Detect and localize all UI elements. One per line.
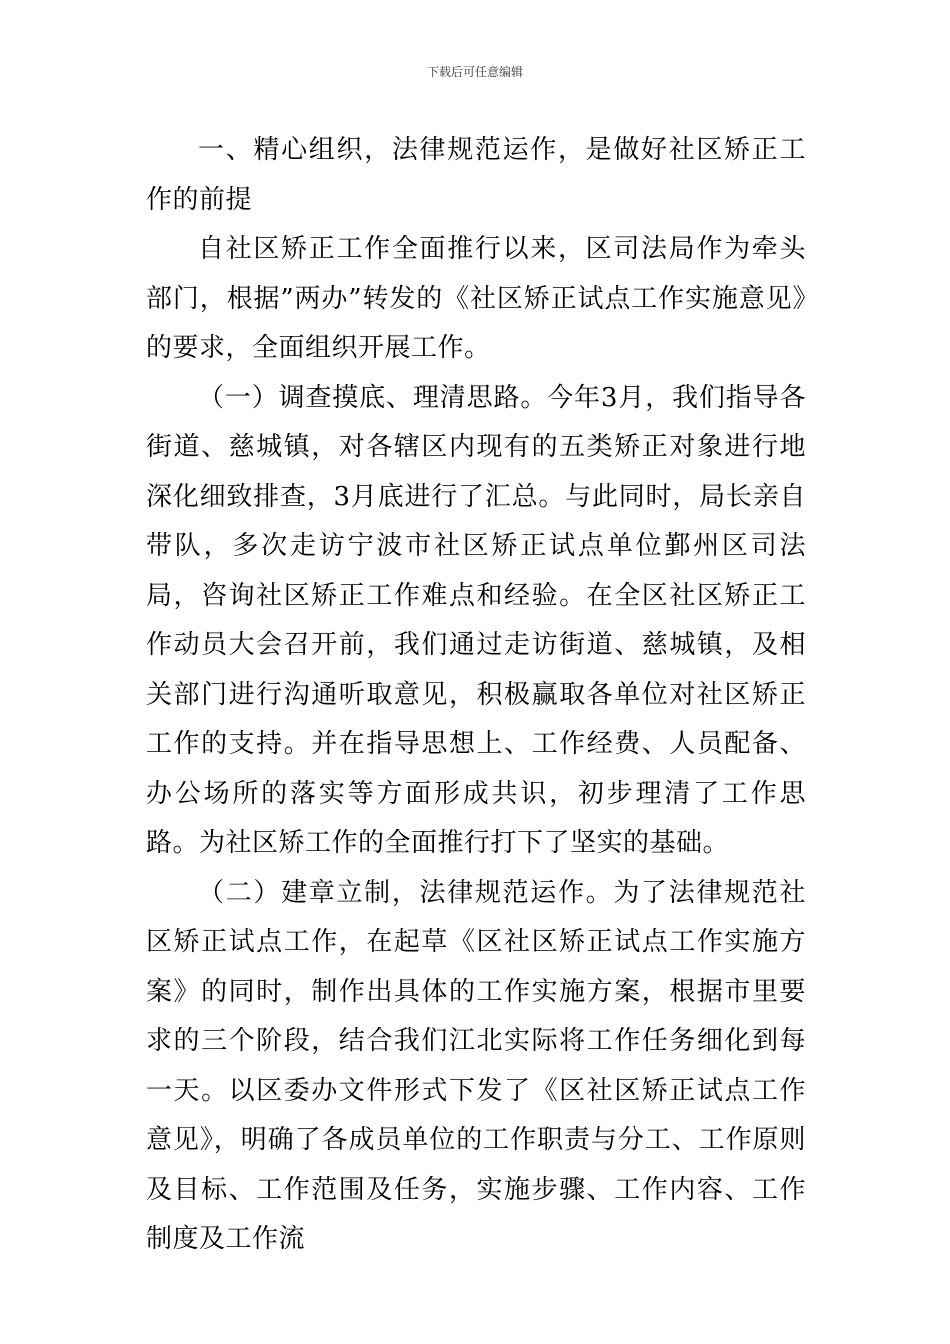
- document-body: [146, 126, 806, 1265]
- page-header-note: 下载后可任意编辑: [426, 65, 523, 79]
- paragraph-intro: 自社区矫正工作全面推行以来，区司法局作为牵头部门，根据”两办”转发的《社区矫正试点工作实施意见》的要求，全面组织开展工作。: [146, 234, 806, 363]
- section-heading: 一、精心组织，法律规范运作，是做好社区矫正工作的前提: [146, 135, 806, 215]
- paragraph-regulations: （二）建章立制，法律规范运作。为了法律规范社区矫正试点工作，在起草《区社区矫正试点工作实施方案》的同时，制作出具体的工作实施方案，根据市里要求的三个阶段，结合我们江北实际将工作任务细化到每一天。以区委办文件形式下发了《区社区矫正试点工作意见》，明确了各成员单位的工作职责与分工、工作原则及目标、工作范围及任务，实施步骤、工作内容、工作制度及工作流: [146, 877, 806, 1254]
- paragraph-survey: （一）调查摸底、理清思路。今年3月，我们指导各街道、慈城镇，对各辖区内现有的五类矫正对象进行地深化细致排查，3月底进行了汇总。与此同时，局长亲自带队，多次走访宁波市社区矫正试点单位鄞州区司法局，咨询社区矫正工作难点和经验。在全区社区矫正工作动员大会召开前，我们通过走访街道、慈城镇，及相关部门进行沟通听取意见，积极赢取各单位对社区矫正工作的支持。并在指导思想上、工作经费、人员配备、办公场所的落实等方面形成共识，初步理清了工作思路。为社区矫工作的全面推行打下了坚实的基础。: [146, 382, 806, 858]
